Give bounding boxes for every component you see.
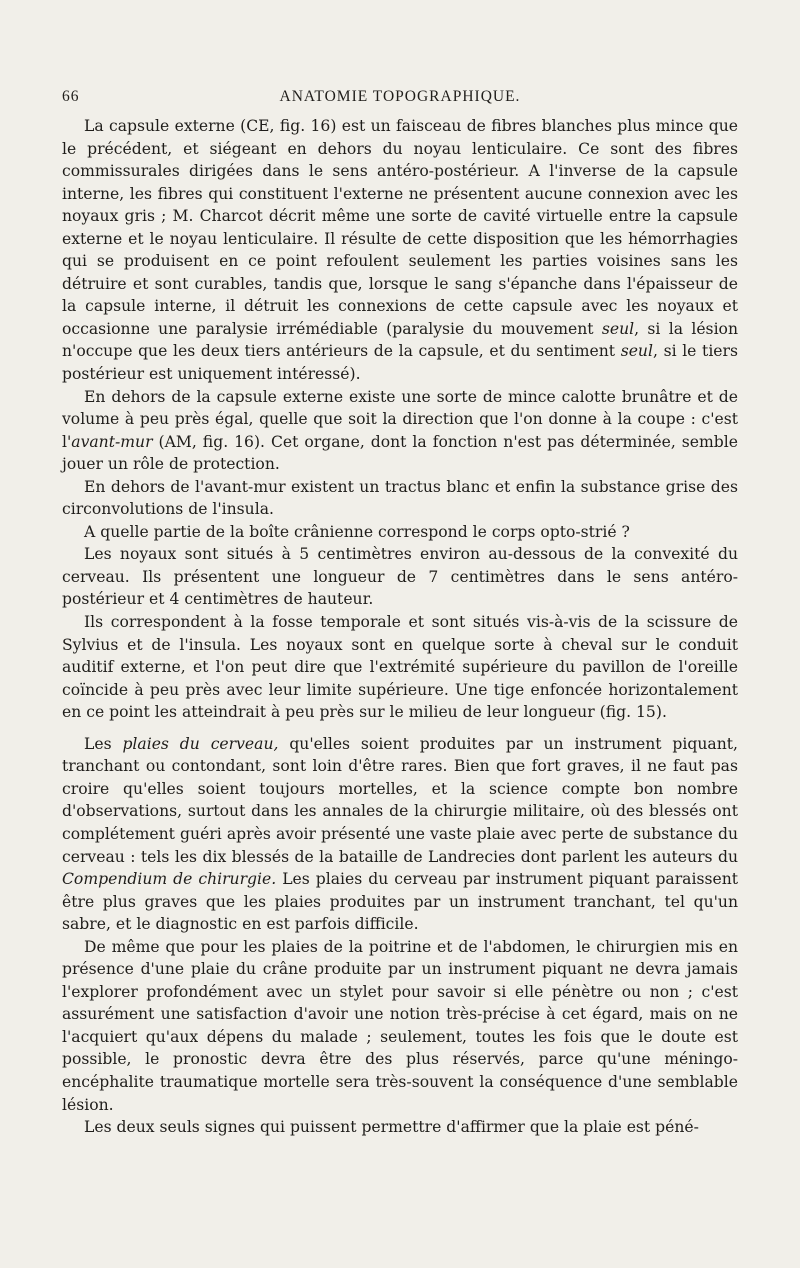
paragraph-noyaux: Les noyaux sont situés à 5 centimètres environ au-dessous de la convexité du cerveau. Ils présentent une longueur de 7 centimètres dans le sens antéro-postérieur et 4 centimètres de hauteur. xyxy=(62,545,738,609)
paragraph-question: A quelle partie de la boîte crânienne correspond le corps opto-strié ? xyxy=(84,522,630,541)
page-number: 66 xyxy=(62,88,80,105)
paragraph-signes: Les deux seuls signes qui puissent permettre d'affirmer que la plaie est péné- xyxy=(84,1118,699,1137)
paragraph-capsule-externe: La capsule externe (CE, fig. 16) est un faisceau de fibres blanches plus mince que le précédent, et siégeant en dehors du noyau lenticulaire. Ce sont des fibres commissurales dirigées dans le sens antéro-postérieur. A l'inverse de la capsule interne, les fibres qui constituent l'externe ne présentent aucune connexion avec les noyaux gris ; M. Charcot décrit même une sorte de cavité virtuelle entre la capsule externe et le noyau lenticulaire. Il résulte de cette disposition que les hémorrhagies qui se produisent en ce point refoulent seulement les parties voisines sans les détruire et sont curables, tandis que, lorsque le sang s'épanche dans l'épaisseur de la capsule interne, il détruit les connexions de cette capsule avec les noyaux et occasionne une paralysie irrémédiable (paralysie du mouvement seul, si la lésion n'occupe que les deux tiers antérieurs de la capsule, et du sentiment seul, si le tiers postérieur est uniquement intéressé). xyxy=(62,117,738,384)
running-title: ANATOMIE TOPOGRAPHIQUE. xyxy=(279,88,521,105)
paragraph-plaies-du-cerveau: Les plaies du cerveau, qu'elles soient produites par un instrument piquant, tranchant ou contondant, sont loin d'être rares. Bien que fort graves, il ne faut pas croire qu'elles soient toujours mortelles, et la science compte bon nombre d'observations, surtout dans les annales de la chirurgie militaire, où des blessés ont complétement guéri après avoir présenté une vaste plaie avec perte de substance du cerveau : tels les dix blessés de la bataille de Landrecies dont parlent les auteurs du Compendium de chirurgie. Les plaies du cerveau par instrument piquant paraissent être plus graves que les plaies produites par un instrument tranchant, tel qu'un sabre, et le diagnostic en est parfois difficile. xyxy=(62,734,739,934)
paragraph-avant-mur: En dehors de la capsule externe existe une sorte de mince calotte brunâtre et de volume à peu près égal, quelle que soit la direction que l'on donne à la coupe : c'est l'avant-mur (AM, fig. 16). Cet organe, dont la fonction n'est pas déterminée, semble jouer un rôle de protection. xyxy=(62,387,738,474)
paragraph-fosse-temporale: Ils correspondent à la fosse temporale et sont situés vis-à-vis de la scissure de Sylvius et de l'insula. Les noyaux sont en quelque sorte à cheval sur le conduit auditif externe, et l'on peut dire que l'extrémité supérieure du pavillon de l'oreille coïncide à peu près avec leur limite supérieure. Une tige enfoncée horizontalement en ce point les atteindrait à peu près sur le milieu de leur longueur (fig. 15). xyxy=(62,613,738,722)
paragraph-chirurgien: De même que pour les plaies de la poitrine et de l'abdomen, le chirurgien mis en présence d'une plaie du crâne produite par un instrument piquant ne devra jamais l'explorer profondément avec un stylet pour savoir si elle pénètre ou non ; c'est assurément une satisfaction d'avoir une notion très-précise à cet égard, mais on ne l'acquiert qu'aux dépens du malade ; seulement, toutes les fois que le doute est possible, le pronostic devra être des plus réservés, parce qu'une méningo-encéphalite traumatique mortelle sera très-souvent la conséquence d'une semblable lésion. xyxy=(62,937,738,1114)
running-header xyxy=(62,88,738,108)
body-text xyxy=(62,115,738,1139)
paragraph-insula: En dehors de l'avant-mur existent un tractus blanc et enfin la substance grise des circonvolutions de l'insula. xyxy=(62,477,738,519)
